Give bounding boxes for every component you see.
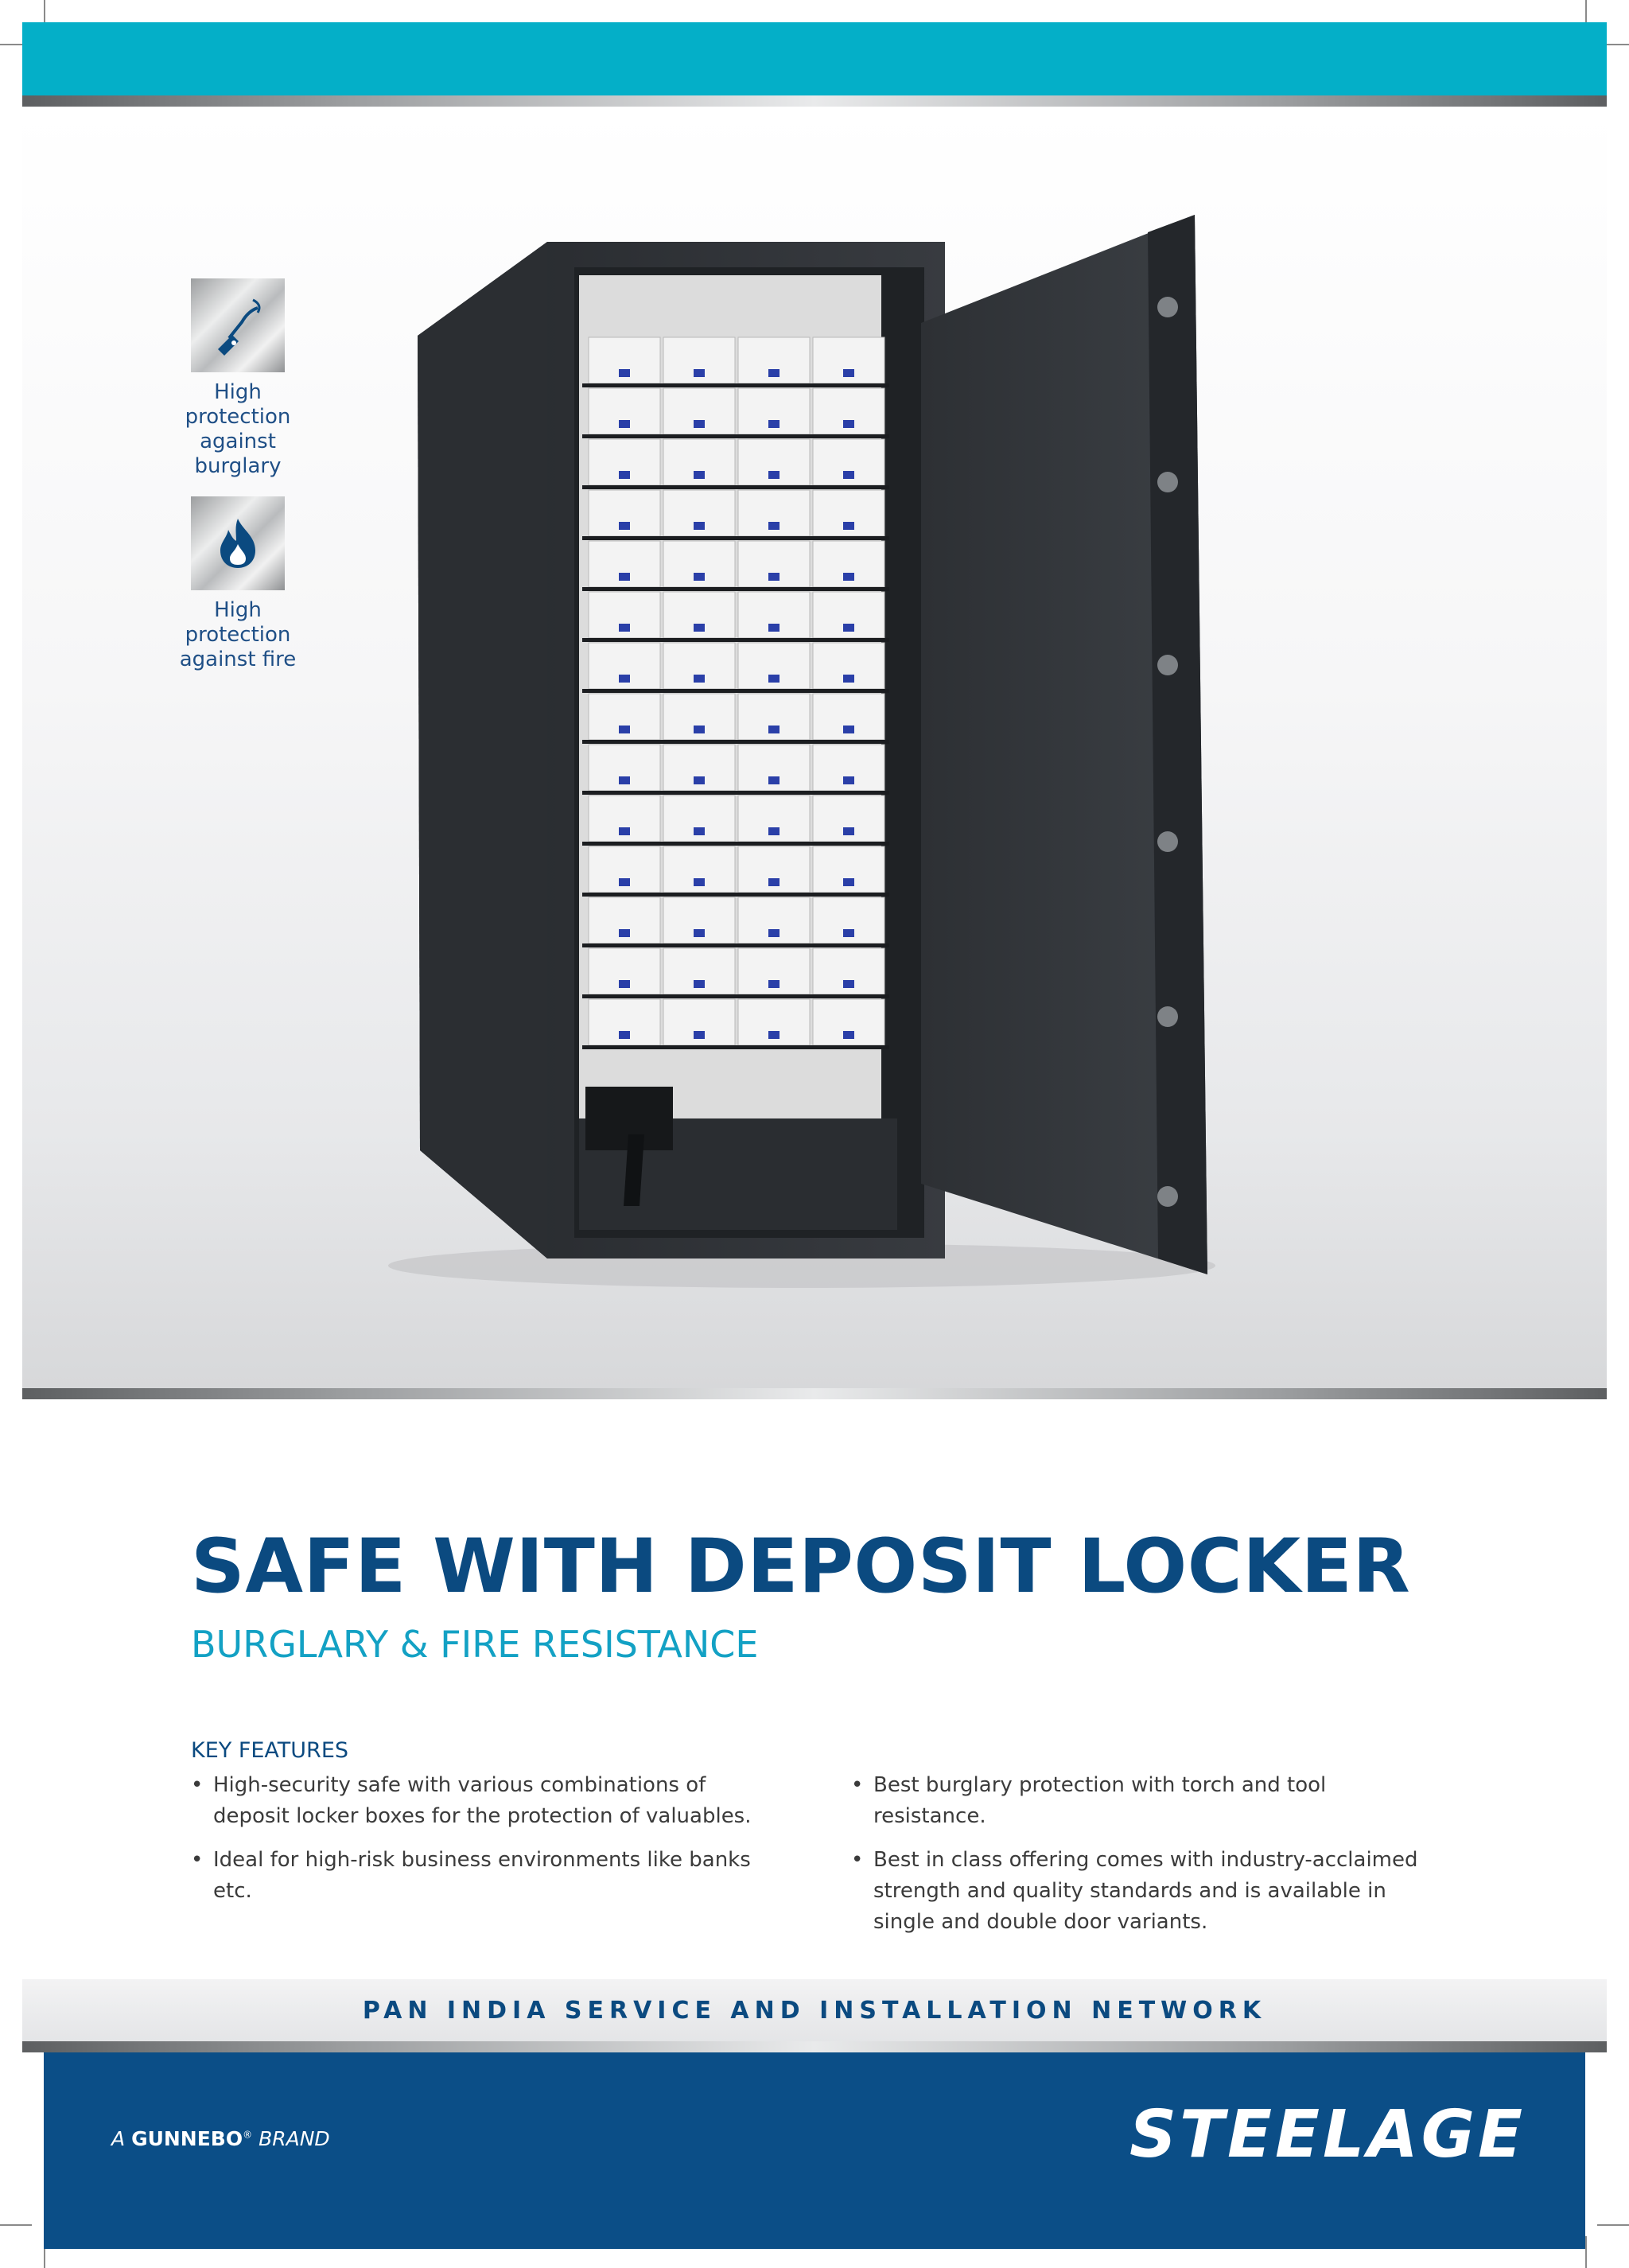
- locker-lock-plate: [619, 522, 630, 530]
- steelage-logo: STEELAGE: [1129, 2097, 1526, 2173]
- locker-lock-plate: [694, 420, 705, 428]
- locker-lock-plate: [843, 726, 854, 733]
- locker-lock-plate: [619, 675, 630, 683]
- service-band: [22, 1979, 1607, 2041]
- feature-item: • High-security safe with various combinations of deposit locker boxes for the protection of valuables.: [191, 1770, 772, 1832]
- door-bolt: [1157, 831, 1178, 852]
- locker-lock-plate: [694, 929, 705, 937]
- feature-item: • Best burglary protection with torch and tool resistance.: [851, 1770, 1432, 1832]
- locker-lock-plate: [694, 980, 705, 988]
- locker-lock-plate: [843, 776, 854, 784]
- locker-lock-plate: [768, 980, 780, 988]
- locker-lock-plate: [843, 471, 854, 479]
- locker-lock-plate: [768, 369, 780, 377]
- feature-burglary-label: High protection against burglary: [185, 380, 291, 478]
- door-bolt: [1157, 1186, 1178, 1207]
- locker-lock-plate: [843, 420, 854, 428]
- locker-shelf: [582, 893, 889, 897]
- locker-lock-plate: [768, 929, 780, 937]
- locker-lock-plate: [768, 573, 780, 581]
- locker-lock-plate: [768, 522, 780, 530]
- locker-lock-plate: [768, 827, 780, 835]
- locker-lock-plate: [843, 929, 854, 937]
- locker-lock-plate: [694, 573, 705, 581]
- feature-fire-label: High protection against fire: [179, 598, 297, 671]
- product-title: SAFE WITH DEPOSIT LOCKER: [191, 1523, 1411, 1610]
- locker-lock-plate: [694, 624, 705, 632]
- locker-lock-plate: [619, 980, 630, 988]
- locker-shelf: [582, 383, 889, 387]
- locker-lock-plate: [619, 929, 630, 937]
- locker-lock-plate: [768, 1031, 780, 1039]
- door-bolt: [1157, 1006, 1178, 1027]
- locker-lock-plate: [768, 878, 780, 886]
- hero-product-area: [22, 108, 1607, 1389]
- locker-shelf: [582, 842, 889, 846]
- key-features-left: [191, 1770, 772, 1920]
- locker-lock-plate: [843, 878, 854, 886]
- locker-shelf: [582, 434, 889, 438]
- brand-prefix: A: [111, 2127, 126, 2150]
- locker-lock-plate: [619, 369, 630, 377]
- safe-product-image: [22, 108, 1607, 1389]
- locker-lock-plate: [768, 624, 780, 632]
- locker-lock-plate: [843, 573, 854, 581]
- feature-item: • Ideal for high-risk business environments like banks etc.: [191, 1845, 772, 1907]
- locker-shelf: [582, 791, 889, 795]
- locker-lock-plate: [619, 573, 630, 581]
- locker-lock-plate: [843, 1031, 854, 1039]
- key-features-right: [851, 1770, 1432, 1951]
- locker-lock-plate: [843, 369, 854, 377]
- locker-lock-plate: [619, 420, 630, 428]
- locker-lock-plate: [694, 726, 705, 733]
- locker-lock-plate: [694, 675, 705, 683]
- crop-mark: [1597, 2224, 1629, 2226]
- locker-shelf: [582, 740, 889, 744]
- gunnebo-brand-line: [111, 2127, 330, 2150]
- locker-lock-plate: [843, 624, 854, 632]
- locker-lock-plate: [768, 420, 780, 428]
- locker-lock-plate: [694, 522, 705, 530]
- locker-lock-plate: [619, 726, 630, 733]
- locker-lock-plate: [619, 624, 630, 632]
- locker-lock-plate: [768, 776, 780, 784]
- service-band-text: PAN INDIA SERVICE AND INSTALLATION NETWORK: [362, 1996, 1267, 2025]
- top-accent-band: [22, 22, 1607, 97]
- locker-lock-plate: [619, 776, 630, 784]
- door-bolt: [1157, 472, 1178, 492]
- locker-lock-plate: [694, 369, 705, 377]
- feature-item: • Best in class offering comes with industry-acclaimed strength and quality standards and is available in single and double door variants.: [851, 1845, 1432, 1938]
- locker-lock-plate: [843, 827, 854, 835]
- locker-shelf: [582, 689, 889, 693]
- locker-lock-plate: [694, 827, 705, 835]
- locker-lock-plate: [843, 980, 854, 988]
- gunnebo-logo: GUNNEBO: [131, 2127, 243, 2150]
- locker-shelf: [582, 536, 889, 540]
- locker-lock-plate: [694, 878, 705, 886]
- top-metal-bar: [22, 95, 1607, 107]
- footer-metal-bar: [22, 2041, 1607, 2052]
- product-subtitle: BURGLARY & FIRE RESISTANCE: [191, 1623, 759, 1666]
- locker-lock-plate: [843, 522, 854, 530]
- key-features-heading: KEY FEATURES: [191, 1738, 349, 1763]
- brand-suffix: BRAND: [259, 2127, 330, 2150]
- locker-lock-plate: [768, 471, 780, 479]
- locker-lock-plate: [768, 726, 780, 733]
- locker-shelf: [582, 943, 889, 947]
- locker-shelf: [582, 587, 889, 591]
- locker-lock-plate: [619, 878, 630, 886]
- door-bolt: [1157, 655, 1178, 675]
- locker-lock-plate: [694, 1031, 705, 1039]
- locker-shelf: [582, 485, 889, 489]
- locker-shelf: [582, 638, 889, 642]
- registered-mark: ®: [243, 2129, 253, 2141]
- locker-lock-plate: [619, 1031, 630, 1039]
- crop-mark: [0, 2224, 32, 2226]
- locker-lock-plate: [619, 827, 630, 835]
- locker-lock-plate: [694, 471, 705, 479]
- crop-mark: [1585, 2236, 1587, 2268]
- hero-bottom-metal-bar: [22, 1388, 1607, 1399]
- locker-lock-plate: [843, 675, 854, 683]
- locker-shelf: [582, 1045, 889, 1049]
- locker-lock-plate: [694, 776, 705, 784]
- locker-lock-plate: [619, 471, 630, 479]
- locker-shelf: [582, 994, 889, 998]
- door-bolt: [1157, 297, 1178, 317]
- locker-lock-plate: [768, 675, 780, 683]
